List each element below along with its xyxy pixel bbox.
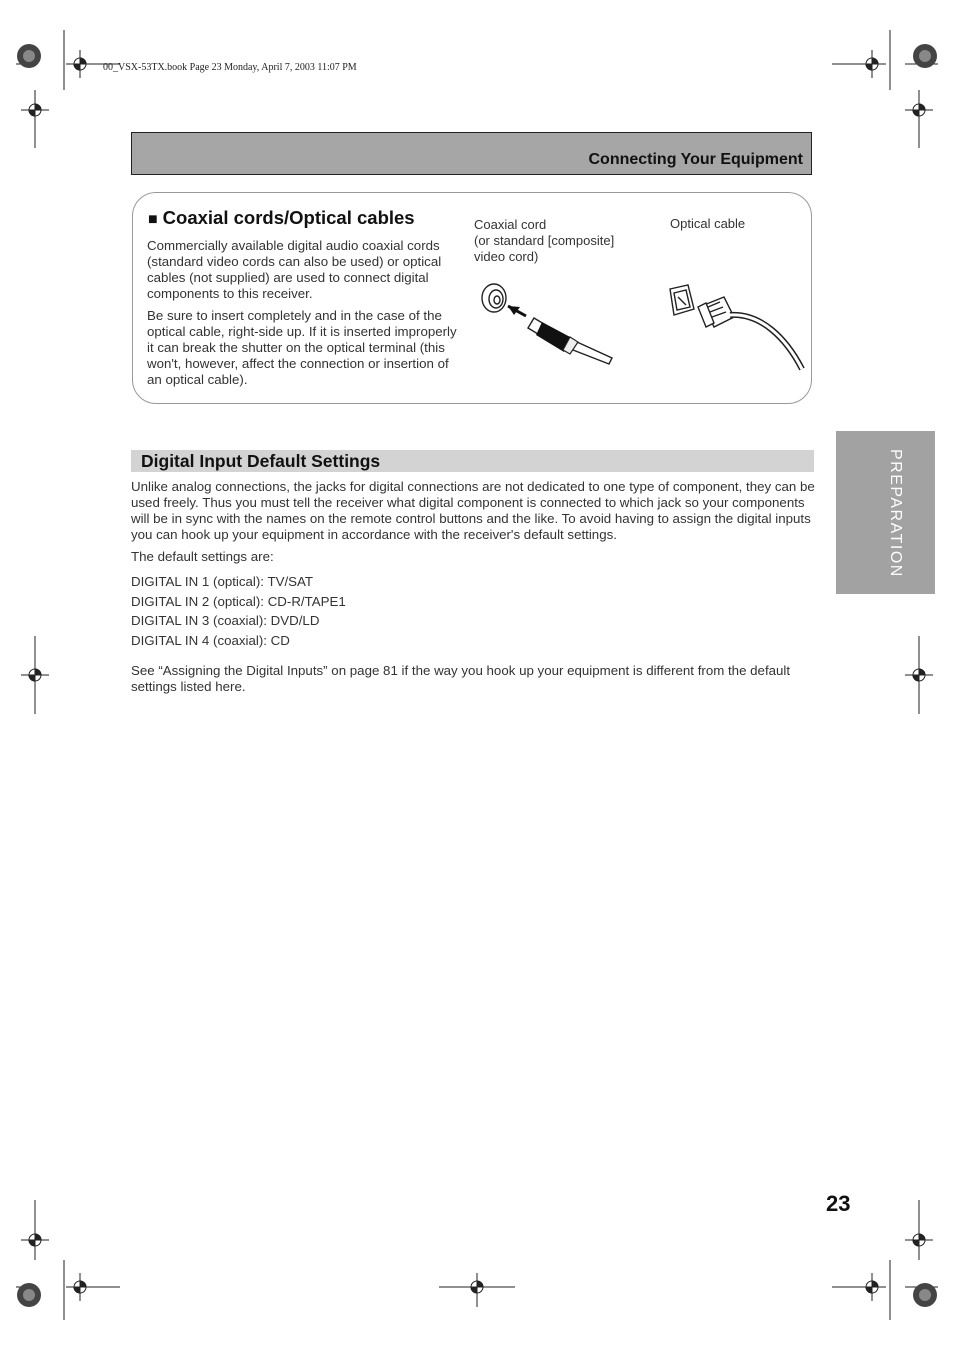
default-settings-list — [131, 572, 346, 650]
side-tab-label: PREPARATION — [887, 449, 904, 578]
page-number: 23 — [826, 1191, 851, 1216]
optical-cable-illustration — [666, 283, 811, 375]
list-item: DIGITAL IN 1 (optical): TV/SAT — [131, 574, 314, 589]
cables-paragraph-1: Commercially available digital audio coaxial cords (standard video cords can also be used) or optical cables (not supplied) are used to connect digital components to this receiver. — [147, 238, 442, 301]
print-info: 00_VSX-53TX.book Page 23 Monday, April 7, 2003 11:07 PM — [103, 62, 357, 73]
digital-section-bar — [131, 450, 814, 472]
header-title: Connecting Your Equipment — [588, 151, 803, 168]
optical-cable-label: Optical cable — [670, 216, 746, 231]
list-item: DIGITAL IN 2 (optical): CD-R/TAPE1 — [131, 593, 346, 609]
cables-paragraph-2: Be sure to insert completely and in the case of the optical cable, right-side up. If it is inserted improperly it can break the shutter on the optical terminal (this won't, however, affect the connection or insertion of an optical cable). — [147, 308, 457, 387]
list-item: DIGITAL IN 3 (coaxial): DVD/LD — [131, 613, 320, 628]
cables-heading-text: Coaxial cords/Optical cables — [162, 207, 415, 228]
heading-square-marker: ■ — [148, 211, 158, 228]
coaxial-cord-illustration — [478, 280, 618, 365]
default-settings-lead: The default settings are: — [131, 549, 274, 564]
digital-section-title: Digital Input Default Settings — [141, 451, 381, 471]
list-item: DIGITAL IN 4 (coaxial): CD — [131, 632, 290, 648]
coaxial-cord-label: Coaxial cord (or standard [composite] video cord) — [474, 217, 615, 264]
see-also-paragraph: See “Assigning the Digital Inputs” on page 81 if the way you hook up your equipment is different from the default settings listed here. — [131, 663, 791, 694]
cables-heading — [148, 207, 415, 229]
section-header-bar — [131, 132, 812, 175]
side-tab-preparation — [836, 431, 935, 594]
digital-intro-paragraph: Unlike analog connections, the jacks for digital connections are not dedicated to one type of component, they can be used freely. Thus you must tell the receiver what digital component is connected to which jack so your components will be in sync with the names on the remote control buttons and the like. To avoid having to assign the digital inputs you can hook up your equipment in accordance with the receiver's default settings. — [131, 479, 815, 542]
